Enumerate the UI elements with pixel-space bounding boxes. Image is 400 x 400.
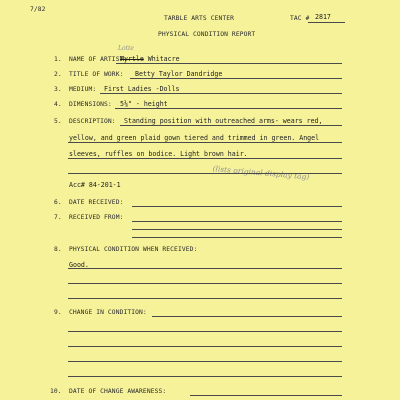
tac-number-line bbox=[308, 22, 345, 23]
field-3-label: MEDIUM: bbox=[69, 86, 97, 93]
field-8-number: 8. bbox=[54, 246, 62, 253]
change-rule-4 bbox=[68, 361, 342, 362]
title-of-work-value: Betty Taylor Dandridge bbox=[135, 70, 223, 78]
field-10-label: DATE OF CHANGE AWARENESS: bbox=[69, 388, 167, 395]
dimensions-value: 5⅛" - height bbox=[120, 100, 168, 108]
medium-value: First Ladies -Dolls bbox=[104, 85, 180, 93]
description-rule-4 bbox=[68, 173, 342, 174]
field-7-label: RECEIVED FROM: bbox=[69, 214, 124, 221]
change-rule-3 bbox=[68, 346, 342, 347]
field-5-label: DESCRIPTION: bbox=[69, 118, 116, 125]
field-1-number: 1. bbox=[54, 56, 62, 63]
received-from-line-2 bbox=[132, 229, 342, 230]
field-2-number: 2. bbox=[54, 71, 62, 78]
artist-first-name-struck: Myrtle bbox=[120, 55, 144, 63]
condition-value: Good. bbox=[69, 261, 89, 269]
report-title: PHYSICAL CONDITION REPORT bbox=[158, 31, 256, 38]
field-7-number: 7. bbox=[54, 214, 62, 221]
change-rule-5 bbox=[68, 376, 342, 377]
condition-rule-3 bbox=[68, 298, 342, 299]
received-from-line-3 bbox=[132, 237, 342, 238]
field-10-number: 10. bbox=[50, 388, 62, 395]
field-3-line bbox=[100, 93, 342, 94]
artist-name-value: Myrtle Whitacre bbox=[120, 55, 180, 63]
field-1-line bbox=[116, 63, 342, 64]
field-2-line bbox=[130, 78, 342, 79]
description-line-1: Standing position with outreached arms- wears red, bbox=[124, 117, 323, 125]
field-8-label: PHYSICAL CONDITION WHEN RECEIVED: bbox=[69, 246, 198, 253]
description-rule-3 bbox=[68, 158, 342, 159]
field-6-label: DATE RECEIVED: bbox=[69, 199, 124, 206]
description-line-3: sleeves, ruffles on bodice. Light brown hair. bbox=[69, 150, 248, 158]
field-9-label: CHANGE IN CONDITION: bbox=[69, 309, 147, 316]
form-date: 7/82 bbox=[30, 6, 46, 13]
condition-rule-1 bbox=[68, 268, 342, 269]
field-9-number: 9. bbox=[54, 309, 62, 316]
condition-rule-2 bbox=[68, 283, 342, 284]
tac-number: 2817 bbox=[315, 13, 331, 21]
tac-label: TAC # bbox=[290, 15, 310, 22]
received-from-line-1 bbox=[132, 221, 342, 222]
accession-number: Acc# 84-201-1 bbox=[69, 181, 121, 189]
field-3-number: 3. bbox=[54, 86, 62, 93]
description-handwritten-note: (lists original display tag) bbox=[212, 164, 310, 182]
field-5-number: 5. bbox=[54, 118, 62, 125]
field-4-label: DIMENSIONS: bbox=[69, 101, 112, 108]
change-rule-1 bbox=[152, 316, 342, 317]
org-name: TARBLE ARTS CENTER bbox=[164, 15, 235, 22]
field-4-line bbox=[115, 108, 342, 109]
description-line-2: yellow, and green plaid gown tiered and trimmed in green. Angel bbox=[69, 134, 320, 142]
artist-handwritten-annotation: Lotte bbox=[118, 45, 134, 52]
description-rule-1 bbox=[120, 125, 342, 126]
field-6-number: 6. bbox=[54, 199, 62, 206]
field-2-label: TITLE OF WORK: bbox=[69, 71, 124, 78]
field-4-number: 4. bbox=[54, 101, 62, 108]
change-rule-2 bbox=[68, 331, 342, 332]
change-date-line bbox=[190, 395, 342, 396]
date-received-line bbox=[132, 206, 342, 207]
description-rule-2 bbox=[68, 142, 342, 143]
field-1-label: NAME OF ARTIST: bbox=[69, 56, 128, 63]
